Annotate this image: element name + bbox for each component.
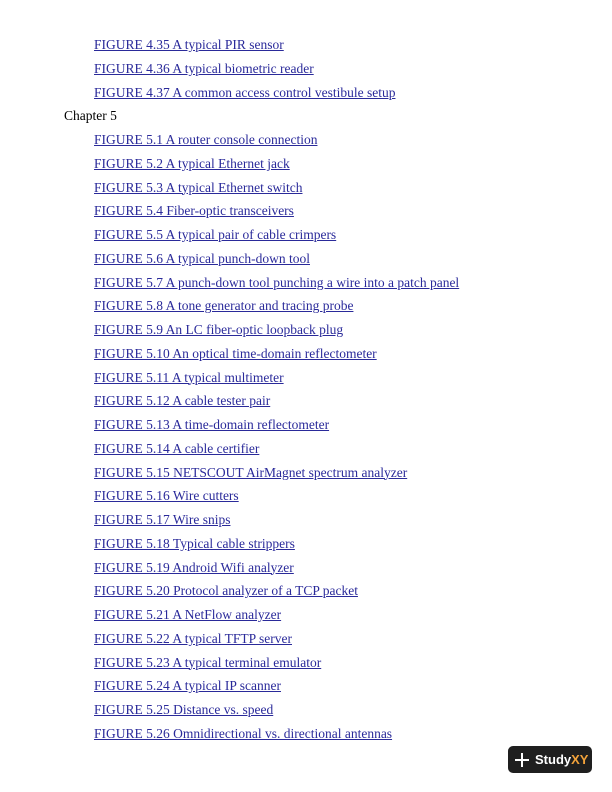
list-item [0, 247, 612, 271]
figure-link[interactable]: FIGURE 4.36 A typical biometric reader [94, 60, 314, 76]
figure-list [0, 33, 612, 746]
figure-link[interactable]: FIGURE 5.15 NETSCOUT AirMagnet spectrum analyzer [94, 464, 408, 480]
studyxy-badge[interactable] [508, 746, 592, 773]
figure-link[interactable]: FIGURE 4.35 A typical PIR sensor [94, 37, 284, 52]
list-item [0, 271, 612, 295]
figure-link[interactable]: FIGURE 5.23 A typical terminal emulator [94, 654, 322, 670]
list-item [0, 627, 612, 651]
figure-link[interactable]: FIGURE 5.1 A router console connection [94, 132, 318, 147]
figure-link[interactable]: FIGURE 5.6 A typical punch-down tool [94, 250, 310, 266]
list-item [0, 128, 612, 152]
list-item [0, 318, 612, 342]
figure-link[interactable]: FIGURE 5.9 An LC fiber-optic loopback plug [94, 322, 344, 337]
list-item [0, 674, 612, 698]
figure-link[interactable]: FIGURE 5.19 Android Wifi analyzer [94, 559, 294, 575]
figure-link[interactable]: FIGURE 5.24 A typical IP scanner [94, 678, 281, 694]
figure-link[interactable]: FIGURE 5.3 A typical Ethernet switch [94, 179, 303, 195]
figure-link[interactable]: FIGURE 5.16 Wire cutters [94, 488, 239, 504]
figure-link[interactable]: FIGURE 5.7 A punch-down tool punching a wire into a patch panel [94, 274, 460, 290]
list-item [0, 389, 612, 413]
figure-link[interactable]: FIGURE 5.14 A cable certifier [94, 440, 260, 456]
figure-link[interactable]: FIGURE 5.18 Typical cable strippers [94, 535, 295, 551]
brand-name [535, 752, 588, 767]
list-item [0, 579, 612, 603]
list-item [0, 199, 612, 223]
list-item [0, 223, 612, 247]
plus-icon [515, 753, 529, 767]
list-item [0, 484, 612, 508]
figure-link[interactable]: FIGURE 5.8 A tone generator and tracing probe [94, 298, 354, 314]
list-item [0, 532, 612, 556]
figure-link[interactable]: FIGURE 5.20 Protocol analyzer of a TCP packet [94, 583, 358, 599]
list-item [0, 556, 612, 580]
list-item [0, 651, 612, 675]
figure-link[interactable]: FIGURE 4.37 A common access control vestibule setup [94, 84, 396, 100]
list-item [0, 342, 612, 366]
list-item [0, 603, 612, 627]
figure-link[interactable]: FIGURE 5.17 Wire snips [94, 512, 231, 527]
list-item [0, 33, 612, 57]
list-item [0, 508, 612, 532]
figure-link[interactable]: FIGURE 5.21 A NetFlow analyzer [94, 607, 282, 622]
figure-link[interactable]: FIGURE 5.4 Fiber-optic transceivers [94, 203, 294, 219]
figure-link[interactable]: FIGURE 5.5 A typical pair of cable crimpers [94, 227, 337, 242]
list-item [0, 366, 612, 390]
list-item [0, 722, 612, 746]
figure-link[interactable]: FIGURE 5.13 A time-domain reflectometer [94, 417, 330, 432]
chapter-heading: Chapter 5 [64, 108, 117, 124]
figure-link[interactable]: FIGURE 5.25 Distance vs. speed [94, 702, 274, 717]
figure-link[interactable]: FIGURE 5.2 A typical Ethernet jack [94, 155, 290, 171]
list-item [0, 437, 612, 461]
list-item [0, 176, 612, 200]
list-item [0, 698, 612, 722]
list-item [0, 294, 612, 318]
list-item [0, 461, 612, 485]
list-item [0, 57, 612, 81]
list-item [0, 81, 612, 105]
figure-link[interactable]: FIGURE 5.26 Omnidirectional vs. directional antennas [94, 725, 393, 741]
list-item [0, 413, 612, 437]
figure-link[interactable]: FIGURE 5.11 A typical multimeter [94, 369, 284, 385]
list-item [0, 152, 612, 176]
brand-main: Study [535, 752, 572, 767]
figure-link[interactable]: FIGURE 5.22 A typical TFTP server [94, 630, 292, 646]
figure-link[interactable]: FIGURE 5.10 An optical time-domain reflectometer [94, 345, 377, 361]
brand-accent: XY [571, 752, 589, 767]
figure-link[interactable]: FIGURE 5.12 A cable tester pair [94, 393, 271, 409]
